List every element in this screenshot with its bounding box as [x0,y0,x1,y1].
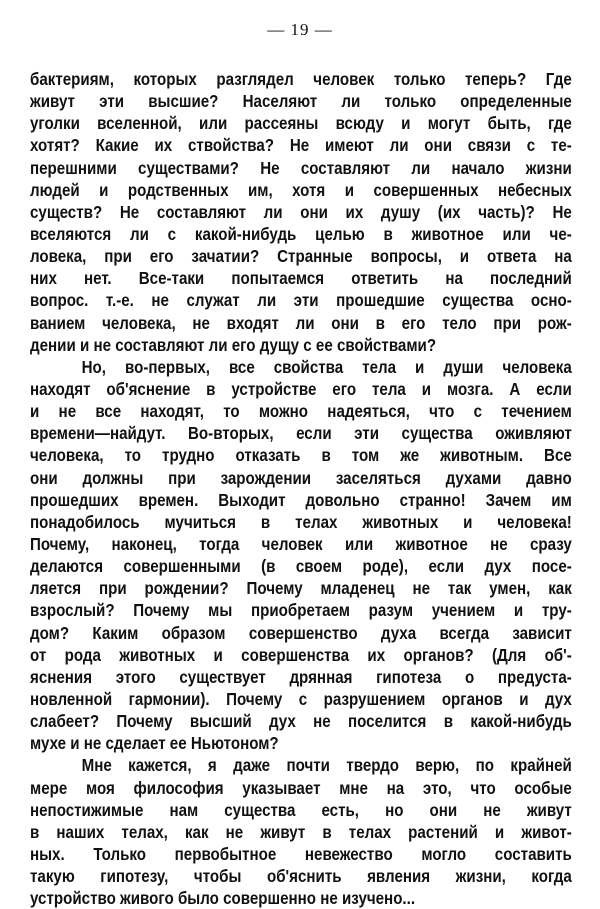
body-text [30,68,572,909]
text-line: ляется при рождении? Почему младенец не так умен, как [30,578,572,599]
text-line: существ? Не составляют ли они их душу (их часть)? Не [30,201,572,222]
text-line: и не все находят, то можно надеяться, что с течением [30,401,572,422]
text-line: живут эти высшие? Населяют ли только определенные [30,91,572,112]
text-line: такую гипотезу, чтобы об'яснить явления жизни, когда [30,866,572,887]
text-line: ных. Только первобытное невежество могло составить [30,843,572,864]
text-line: они должны при зарождении заселяться духами давно [30,467,572,488]
text-line: мухе и не сделает ее Ньютоном? [30,733,279,754]
text-line: находят об'яснение в устройстве его тела и мозга. А если [30,378,572,399]
text-line: от рода животных и совершенства их органов? (Для об'- [30,644,572,665]
page-number: — 19 — [267,20,333,39]
text-line: мере моя философия указывает мне на это, что особые [30,777,572,798]
text-line: яснения этого существует дрянная гипотеза о предуста- [30,666,572,687]
text-line: ванием человека, не входят ли они в его тело при рож- [30,312,572,333]
text-line: них нет. Все-таки попытаемся ответить на последний [30,268,572,289]
text-line: перешними существами? Не составляют ли начало жизни [30,157,572,178]
text-line: дении и не составляют ли его дущу с ее свойствами? [30,334,437,355]
text-line: Но, во-первых, все свойства тела и души человека [81,356,572,377]
text-line: в наших телах, как не живут в телах растений и живот- [30,821,572,842]
text-line: вопрос. т.-е. не служат ли эти прошедшие существа осно- [30,290,572,311]
text-line: Почему, наконец, тогда человек или животное не сразу [30,533,572,554]
text-line: взрослый? Почему мы приобретаем разум учением и тру- [30,600,572,621]
text-line: новленной гармонии). Почему с разрушением органов и дух [30,688,572,709]
text-line: дом? Каким образом совершенство духа всегда зависит [30,622,572,643]
text-line: вселяются ли с какой-нибудь целью в животное или че- [30,223,572,244]
text-line: уголки вселенной, или рассеяны всюду и могут быть, где [30,113,572,134]
text-line: слабеет? Почему высший дух не поселится в какой-нибудь [30,711,572,732]
text-line: бактериям, которых разглядел человек только теперь? Где [30,69,572,89]
text-line: непостижимые нам существа есть, но они не живут [30,799,572,820]
text-line: людей и родственных им, хотя и совершенных небесных [30,179,572,200]
text-line: устройство живого было совершенно не изучено... [30,888,416,909]
text-line: человека, то трудно отказать в том же животным. Все [30,445,572,466]
text-line: прошедших времен. Выходит довольно странно! Зачем им [30,489,572,510]
text-line: делаются совершенными (в своем роде), если дух посе- [30,556,572,577]
text-line: ловека, при его зачатии? Странные вопросы, и ответа на [30,246,572,267]
text-line: Мне кажется, я даже почти твердо верю, по крайней [81,755,572,776]
text-line: времени—найдут. Во-вторых, если эти существа оживляют [30,423,572,444]
text-line: хотят? Какие их ствойства? Не имеют ли они связи с те- [30,135,572,156]
text-line: понадобилось мучиться в телах животных и человека! [30,511,572,532]
